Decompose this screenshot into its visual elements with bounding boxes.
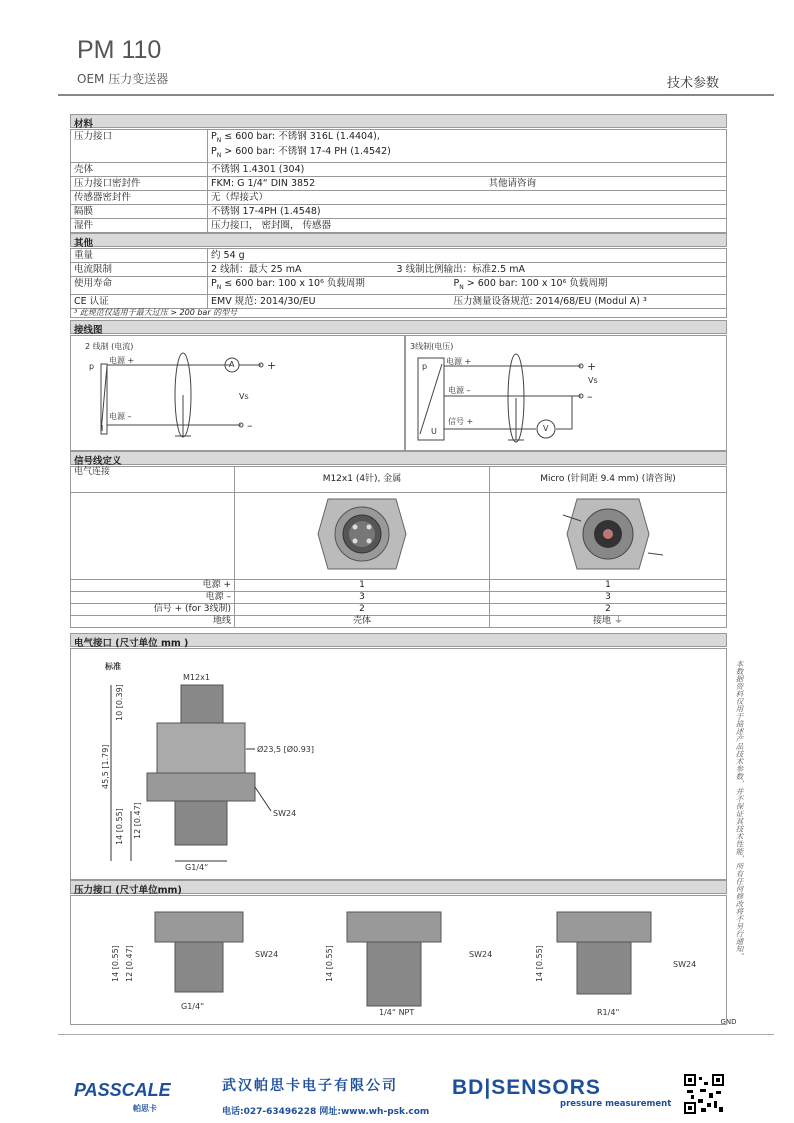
company-name: 武汉帕思卡电子有限公司 <box>222 1078 398 1094</box>
pressure-dimensions-drawing: SW24 14 [0.55] 12 [0.47] G1/4“ SW24 14 [0.55] 1/4“ NPT SW24 14 [0.55] R1/4“ <box>70 895 727 1025</box>
electrical-dimensions-drawing: 标准 M12x1 10 [0.39] Ø23,5 [Ø0.93] 45,5 [1.79] SW24 14 [0.55] 12 [0.47] G1/4“ <box>70 648 727 880</box>
bd-sensors-logo: BD|SENSORS <box>452 1076 601 1099</box>
footer-divider <box>58 1034 774 1035</box>
bd-sensors-tagline: pressure measurement <box>560 1099 672 1109</box>
product-subtitle: OEM 压力变送器 <box>77 72 169 86</box>
section-signal: 信号线定义 <box>70 451 727 465</box>
company-contact: 电话:027-63496228 网址:www.wh-psk.com <box>222 1107 430 1117</box>
section-pressure: 压力接口 (尺寸单位mm) <box>70 880 727 894</box>
section-materials: 材料 <box>70 114 727 128</box>
two-wire-diagram: 2 线制 (电流) p 电源 + 电源 – I A + – Vs <box>70 335 405 451</box>
section-title: 技术参数 <box>666 76 719 91</box>
passcale-logo-cn: 帕思卡 <box>133 1104 157 1113</box>
m12-connector-image <box>235 493 490 580</box>
qr-code-icon <box>683 1073 725 1115</box>
passcale-logo: PASSCALE <box>74 1080 171 1100</box>
other-table: 重量 约 54 g 电流限制 2 线制：最大 25 mA 3 线制比例输出：标准2.5 mA 使用寿命 $P_N \le 600$ bar: 100 x 10⁶ 负载周期 $P_N > 600$ bar: 100 x 10⁶ 负载周期 CE 认证 EMV 规范: 2014/30/EU 压力测量设备规范: 2014/68/EU (Modul A) ³ <box>70 248 727 309</box>
three-wire-diagram: 3线制(电压) p 电源 + 电源 – 信号 + U V + – Vs <box>405 335 727 451</box>
product-title: PM 110 <box>77 36 162 64</box>
footnote: ³ 此规范仅适用于最大过压 > 200 bar 的型号 <box>70 306 727 318</box>
micro-connector-image: GND <box>490 493 727 580</box>
materials-table: 压力接口 $P_N \le 600$ bar: 不锈钢 316L (1.4404), $P_N > 600$ bar: 不锈钢 17-4 PH (1.4542) 壳体 不锈钢 1.4301 (304) 压力接口密封件 FKM: G 1/4“ DIN 3852 其他请咨询 传感器密封件 无（焊接式） 隔膜 不锈钢 17-4PH (1.4548) 湿件 压力接口， 密封圈， 传感器 <box>70 129 727 233</box>
header-divider <box>58 94 774 96</box>
section-other: 其他 <box>70 233 727 247</box>
pin-table: 电气连接 M12x1 (4针), 金属 Micro (针间距 9.4 mm) (请咨询) GND 电源 + 1 1 电源 – 3 3 信号 + (for 3线制) 2 2 地线 壳体 接地 ⏚ <box>70 466 727 628</box>
ground-icon: ⏚ <box>613 616 623 626</box>
disclaimer: 本数据资料仅用于描述产品技术参数，并不保证其技术性能，所有任何修改将不另行通知。 <box>735 660 744 960</box>
section-wiring: 接线图 <box>70 320 727 334</box>
section-electrical: 电气接口 (尺寸单位 mm ) <box>70 633 727 647</box>
